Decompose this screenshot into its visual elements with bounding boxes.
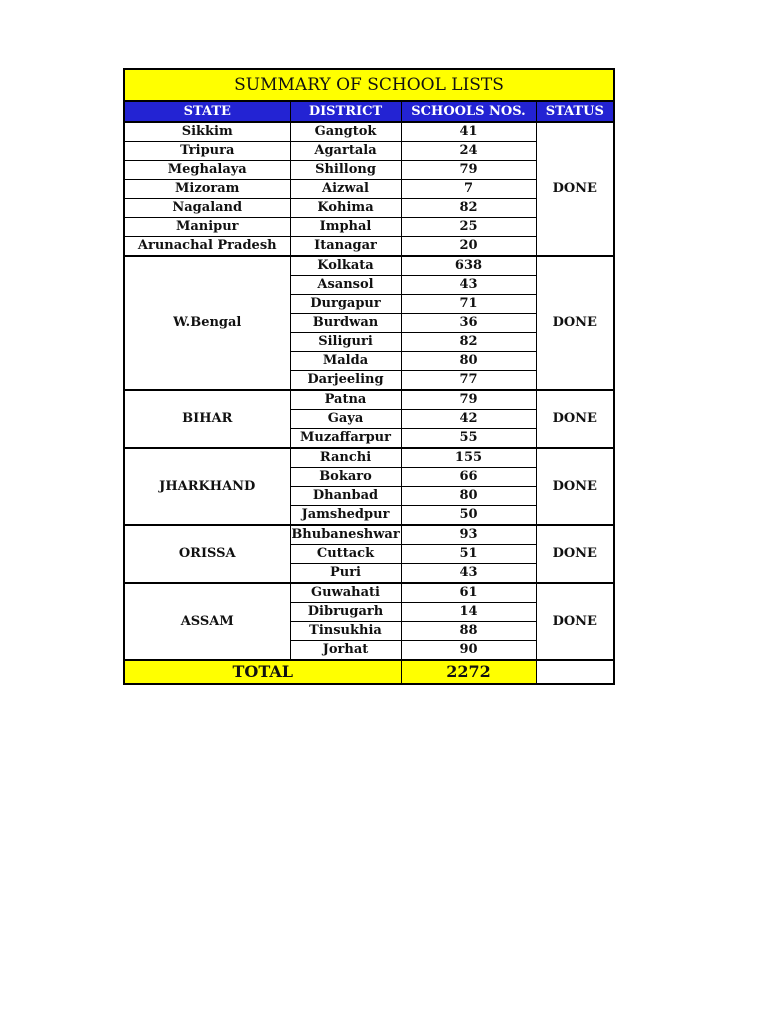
schools-cell: 43 bbox=[401, 276, 536, 295]
schools-cell: 82 bbox=[401, 333, 536, 352]
district-cell: Imphal bbox=[290, 218, 401, 237]
district-cell: Bokaro bbox=[290, 468, 401, 487]
district-cell: Itanagar bbox=[290, 237, 401, 257]
schools-cell: 80 bbox=[401, 352, 536, 371]
header-row bbox=[124, 101, 614, 122]
schools-cell: 77 bbox=[401, 371, 536, 391]
status-cell: DONE bbox=[536, 122, 614, 256]
state-cell: BIHAR bbox=[124, 390, 290, 448]
district-cell: Guwahati bbox=[290, 583, 401, 603]
schools-cell: 25 bbox=[401, 218, 536, 237]
state-cell: JHARKHAND bbox=[124, 448, 290, 525]
state-cell: Nagaland bbox=[124, 199, 290, 218]
district-cell: Dibrugarh bbox=[290, 603, 401, 622]
table-body bbox=[124, 69, 614, 684]
district-cell: Siliguri bbox=[290, 333, 401, 352]
schools-cell: 61 bbox=[401, 583, 536, 603]
status-cell: DONE bbox=[536, 448, 614, 525]
state-cell: Meghalaya bbox=[124, 161, 290, 180]
state-cell: W.Bengal bbox=[124, 256, 290, 390]
status-cell: DONE bbox=[536, 256, 614, 390]
district-cell: Muzaffarpur bbox=[290, 429, 401, 449]
table-row bbox=[124, 256, 614, 276]
state-cell: Manipur bbox=[124, 218, 290, 237]
district-cell: Dhanbad bbox=[290, 487, 401, 506]
table-row bbox=[124, 122, 614, 142]
school-summary-table bbox=[123, 68, 615, 685]
header-status: STATUS bbox=[536, 101, 614, 122]
table-row bbox=[124, 448, 614, 468]
schools-cell: 41 bbox=[401, 122, 536, 142]
schools-cell: 79 bbox=[401, 390, 536, 410]
header-schools: SCHOOLS NOS. bbox=[401, 101, 536, 122]
district-cell: Malda bbox=[290, 352, 401, 371]
schools-cell: 20 bbox=[401, 237, 536, 257]
district-cell: Kohima bbox=[290, 199, 401, 218]
total-label: TOTAL bbox=[124, 660, 401, 684]
district-cell: Agartala bbox=[290, 142, 401, 161]
schools-cell: 14 bbox=[401, 603, 536, 622]
district-cell: Puri bbox=[290, 564, 401, 584]
district-cell: Tinsukhia bbox=[290, 622, 401, 641]
schools-cell: 82 bbox=[401, 199, 536, 218]
district-cell: Bhubaneshwar bbox=[290, 525, 401, 545]
district-cell: Asansol bbox=[290, 276, 401, 295]
schools-cell: 7 bbox=[401, 180, 536, 199]
schools-cell: 88 bbox=[401, 622, 536, 641]
state-cell: Sikkim bbox=[124, 122, 290, 142]
table-row bbox=[124, 583, 614, 603]
district-cell: Cuttack bbox=[290, 545, 401, 564]
schools-cell: 42 bbox=[401, 410, 536, 429]
state-cell: Mizoram bbox=[124, 180, 290, 199]
schools-cell: 43 bbox=[401, 564, 536, 584]
district-cell: Gangtok bbox=[290, 122, 401, 142]
district-cell: Jorhat bbox=[290, 641, 401, 661]
total-row bbox=[124, 660, 614, 684]
schools-cell: 36 bbox=[401, 314, 536, 333]
district-cell: Ranchi bbox=[290, 448, 401, 468]
state-cell: Tripura bbox=[124, 142, 290, 161]
schools-cell: 155 bbox=[401, 448, 536, 468]
district-cell: Darjeeling bbox=[290, 371, 401, 391]
header-state: STATE bbox=[124, 101, 290, 122]
total-value: 2272 bbox=[401, 660, 536, 684]
district-cell: Burdwan bbox=[290, 314, 401, 333]
schools-cell: 80 bbox=[401, 487, 536, 506]
state-cell: ORISSA bbox=[124, 525, 290, 583]
state-cell: ASSAM bbox=[124, 583, 290, 660]
header-district: DISTRICT bbox=[290, 101, 401, 122]
state-cell: Arunachal Pradesh bbox=[124, 237, 290, 257]
schools-cell: 66 bbox=[401, 468, 536, 487]
schools-cell: 90 bbox=[401, 641, 536, 661]
schools-cell: 93 bbox=[401, 525, 536, 545]
status-cell: DONE bbox=[536, 525, 614, 583]
schools-cell: 24 bbox=[401, 142, 536, 161]
district-cell: Patna bbox=[290, 390, 401, 410]
table-row bbox=[124, 525, 614, 545]
status-cell: DONE bbox=[536, 583, 614, 660]
district-cell: Durgapur bbox=[290, 295, 401, 314]
title-row bbox=[124, 69, 614, 101]
district-cell: Aizwal bbox=[290, 180, 401, 199]
district-cell: Gaya bbox=[290, 410, 401, 429]
schools-cell: 51 bbox=[401, 545, 536, 564]
schools-cell: 79 bbox=[401, 161, 536, 180]
table-row bbox=[124, 390, 614, 410]
schools-cell: 55 bbox=[401, 429, 536, 449]
schools-cell: 638 bbox=[401, 256, 536, 276]
schools-cell: 50 bbox=[401, 506, 536, 526]
status-cell: DONE bbox=[536, 390, 614, 448]
schools-cell: 71 bbox=[401, 295, 536, 314]
district-cell: Kolkata bbox=[290, 256, 401, 276]
district-cell: Shillong bbox=[290, 161, 401, 180]
total-blank-cell bbox=[536, 660, 614, 684]
district-cell: Jamshedpur bbox=[290, 506, 401, 526]
sheet-title: SUMMARY OF SCHOOL LISTS bbox=[124, 69, 614, 101]
